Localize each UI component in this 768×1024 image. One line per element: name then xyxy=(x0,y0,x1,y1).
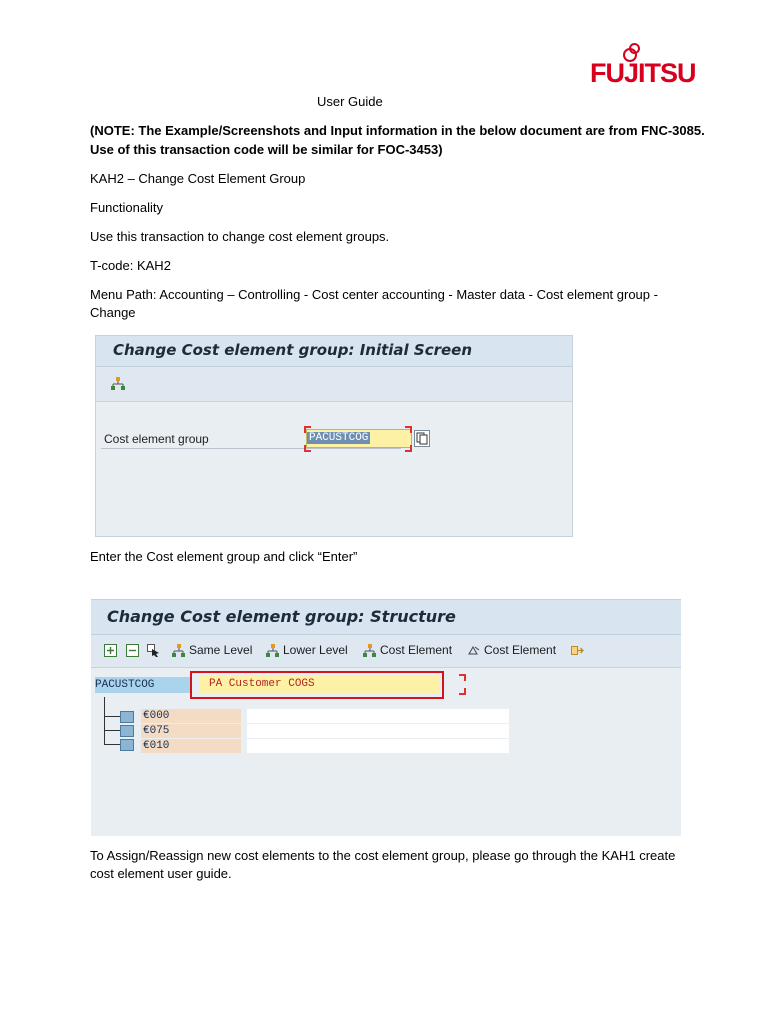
screen-toolbar xyxy=(96,367,572,402)
tree-node-name[interactable]: €010 xyxy=(141,739,241,753)
tree-node-description xyxy=(247,739,509,753)
same-level-button[interactable]: Same Level xyxy=(189,643,253,657)
cost-element-icon[interactable] xyxy=(363,644,376,657)
screen-title-bar xyxy=(91,600,681,635)
cost-element-group-input[interactable] xyxy=(306,429,412,448)
note-line-1: (NOTE: The Example/Screenshots and Input information in the below document are from FNC-3085. xyxy=(90,123,705,138)
cost-element-button[interactable]: Cost Element xyxy=(380,643,453,657)
root-description-text: PA Customer COGS xyxy=(209,678,315,690)
screen-title: Change Cost element group: Structure xyxy=(107,607,456,626)
focus-corner-tr xyxy=(405,426,412,433)
exit-icon[interactable] xyxy=(571,644,584,657)
doc-title: KAH2 – Change Cost Element Group xyxy=(90,171,306,186)
same-level-icon[interactable] xyxy=(172,644,185,657)
focus-corner-br xyxy=(405,445,412,452)
tree-connector xyxy=(104,697,105,745)
cost-element-unassign-button[interactable]: Cost Element xyxy=(484,643,557,657)
structure-toolbar xyxy=(91,635,681,668)
expand-icon[interactable] xyxy=(104,644,117,657)
value-help-button[interactable] xyxy=(414,430,430,447)
logo-infinity-mark-small xyxy=(629,43,640,54)
cost-element-unassign-icon[interactable] xyxy=(467,644,480,657)
lower-level-button[interactable]: Lower Level xyxy=(283,643,348,657)
focus-corner-tr xyxy=(459,674,466,681)
functionality-heading: Functionality xyxy=(90,200,163,215)
copy-icon xyxy=(415,431,429,446)
logo-text: FUJITSU xyxy=(590,58,696,88)
menu-path-line-1: Menu Path: Accounting – Controlling - Cost center accounting - Master data - Cost element group - xyxy=(90,287,658,302)
menu-path-line-2: Change xyxy=(90,305,136,320)
tree-node-name[interactable]: €000 xyxy=(141,709,241,723)
note-line-2: Use of this transaction code will be similar for FOC-3453) xyxy=(90,142,443,157)
tree-branch xyxy=(104,730,120,731)
input-selected-value: PACUSTCOG xyxy=(309,432,369,444)
folder-icon[interactable] xyxy=(120,711,134,723)
field-underline xyxy=(101,448,401,449)
tree-node-description xyxy=(247,724,509,738)
screen-title: Change Cost element group: Initial Screen xyxy=(113,341,473,359)
sap-initial-screen xyxy=(95,335,573,537)
focus-corner-tl xyxy=(304,426,311,433)
hierarchy-icon[interactable] xyxy=(111,377,125,391)
enter-instruction: Enter the Cost element group and click “Enter” xyxy=(90,549,358,564)
tree-node-name[interactable]: €075 xyxy=(141,724,241,738)
focus-corner-br xyxy=(459,688,466,695)
cost-element-group-label: Cost element group xyxy=(104,432,209,446)
usage-text: Use this transaction to change cost element groups. xyxy=(90,229,390,244)
folder-icon[interactable] xyxy=(120,739,134,751)
screen-title-bar xyxy=(96,336,572,367)
highlight-box xyxy=(190,671,444,699)
tree-node-description xyxy=(247,709,509,723)
sap-structure-screen xyxy=(91,599,681,836)
tcode-text: T-code: KAH2 xyxy=(90,258,171,273)
tree-branch xyxy=(104,744,120,745)
tree-branch xyxy=(104,716,120,717)
focus-corner-bl xyxy=(304,445,311,452)
closing-line-2: cost element user guide. xyxy=(90,866,232,881)
collapse-icon[interactable] xyxy=(126,644,139,657)
fujitsu-logo xyxy=(590,48,696,90)
doc-heading: User Guide xyxy=(317,94,383,109)
closing-line-1: To Assign/Reassign new cost elements to the cost element group, please go through the KAH1 create xyxy=(90,848,676,863)
select-cursor-icon[interactable] xyxy=(147,644,160,657)
lower-level-icon[interactable] xyxy=(266,644,279,657)
root-node-name[interactable]: PACUSTCOG xyxy=(95,677,190,693)
folder-icon[interactable] xyxy=(120,725,134,737)
